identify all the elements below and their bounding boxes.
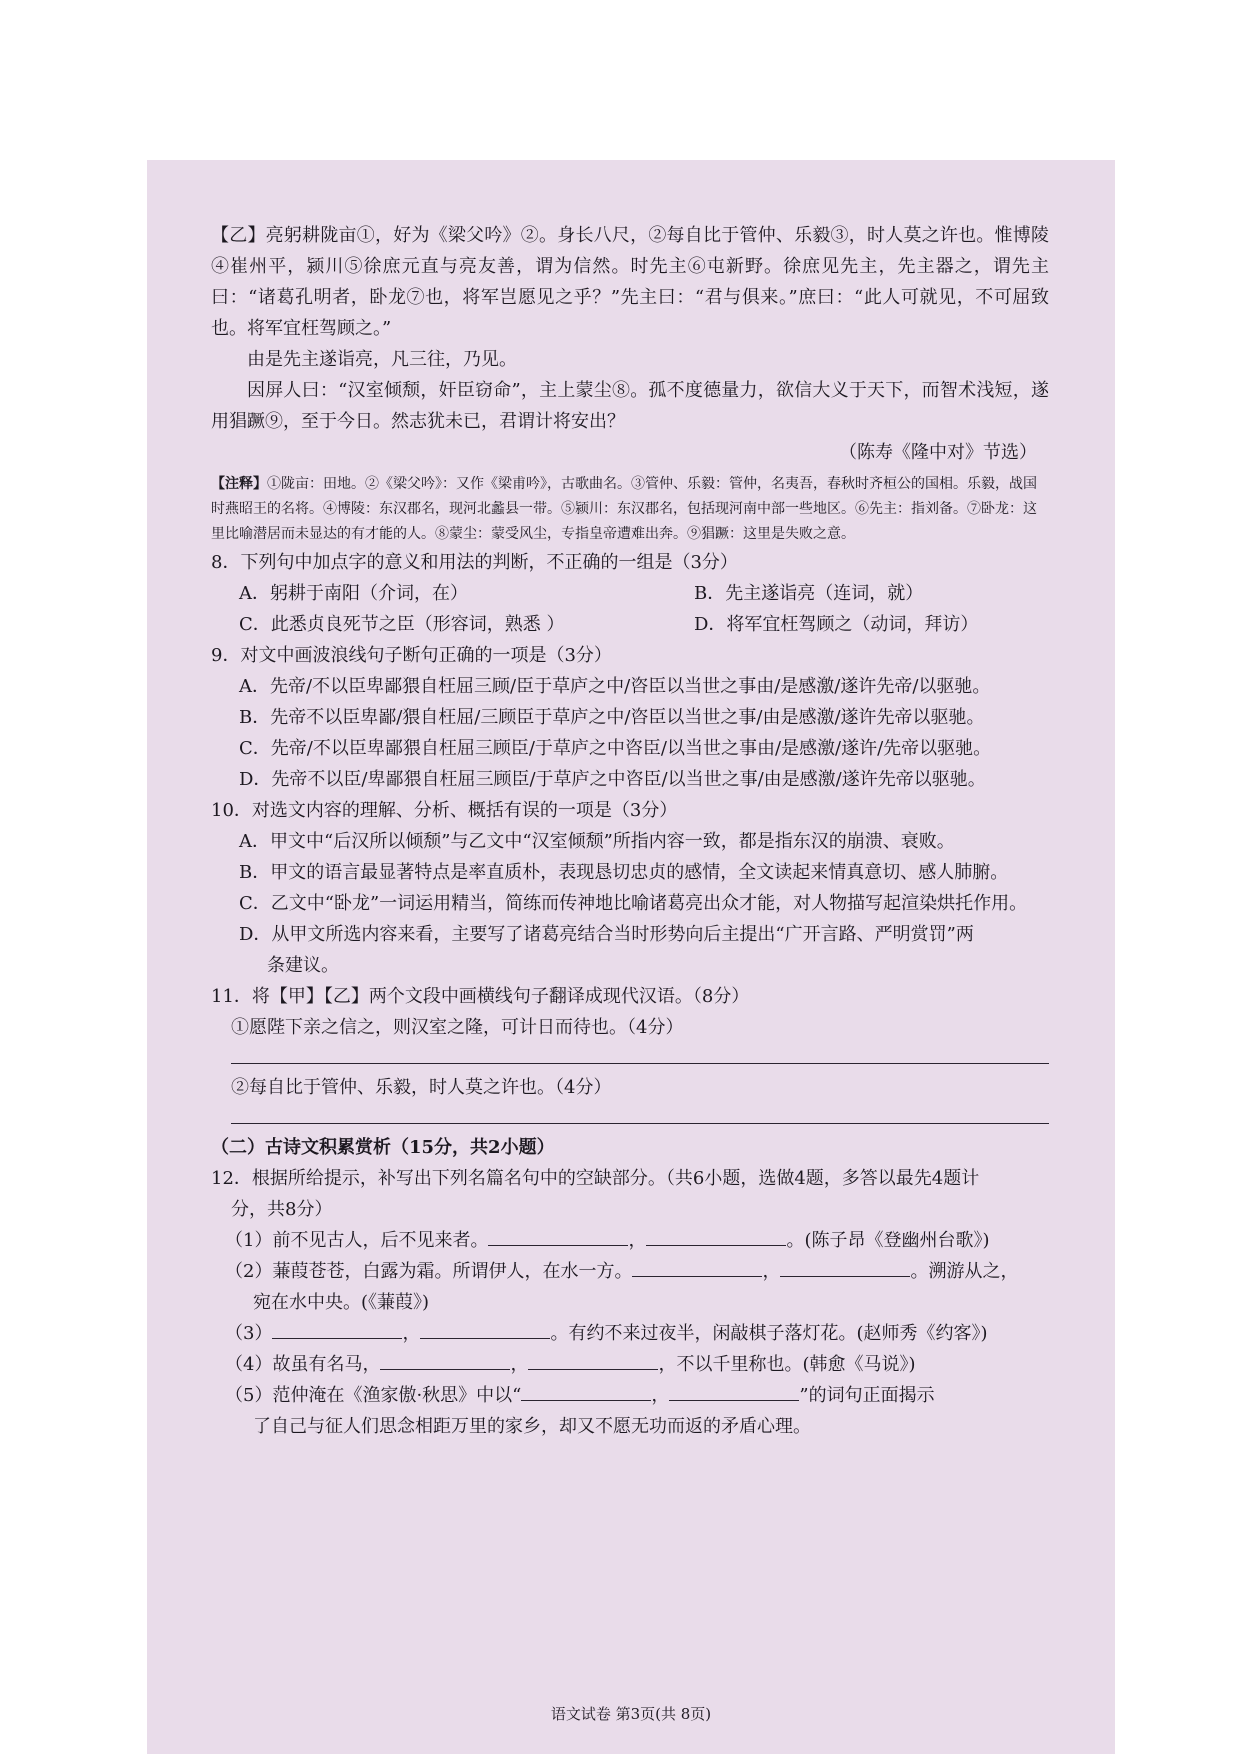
section-2-title: （二）古诗文积累赏析（15分，共2小题） [211, 1137, 555, 1158]
exam-page [147, 160, 1115, 1754]
item-4-suffix: ，不以千里称也。(韩愈《马说》) [658, 1354, 916, 1375]
blank-4b[interactable] [528, 1351, 658, 1370]
question-10-option-d: D．从甲文所选内容来看，主要写了诸葛亮结合当时形势向后主提出“广开言路、严明赏罚”两 [239, 924, 974, 945]
passage-source: （陈寿《隆中对》节选） [839, 442, 1037, 463]
item-3-suffix: 。有约不来过夜半，闲敲棋子落灯花。(赵师秀《约客》) [550, 1323, 988, 1344]
question-12-item-1 [211, 1225, 1049, 1256]
question-10-stem: 10．对选文内容的理解、分析、概括有误的一项是（3分） [211, 800, 678, 821]
blank-3a[interactable] [272, 1320, 402, 1339]
blank-2a[interactable] [632, 1258, 762, 1277]
question-12-item-2 [211, 1256, 1049, 1287]
item-1-prefix: （1）前不见古人，后不见来者。 [225, 1230, 489, 1251]
item-2-comma: ， [762, 1261, 781, 1282]
item-3-prefix: （3） [225, 1323, 273, 1344]
item-3-comma: ， [402, 1323, 421, 1344]
question-9-stem: 9．对文中画波浪线句子断句正确的一项是（3分） [211, 645, 612, 666]
page-content [211, 220, 1049, 1442]
item-2-prefix: （2）蒹葭苍苍，白露为霜。所谓伊人，在水一方。 [225, 1261, 633, 1282]
passage-yi-para-2: 由是先主遂诣亮，凡三往，乃见。 [247, 349, 517, 370]
question-8-options-row-2 [211, 609, 1049, 640]
notes-label: 【注释】 [211, 476, 267, 492]
blank-5a[interactable] [521, 1382, 651, 1401]
question-11-sentence-2: ②每自比于管仲、乐毅，时人莫之许也。（4分） [231, 1077, 612, 1098]
question-9-option-d: D．先帝不以臣/卑鄙猥自枉屈三顾臣/于草庐之中咨臣/以当世之事/由是感激/遂许先帝以驱驰。 [239, 769, 986, 790]
item-2-suffix: 。溯游从之， [910, 1261, 1019, 1282]
item-1-comma: ， [628, 1230, 647, 1251]
question-12-stem: 12．根据所给提示，补写出下列名篇名句中的空缺部分。（共6小题，选做4题，多答以最先4题计 [211, 1168, 980, 1189]
blank-1b[interactable] [646, 1227, 786, 1246]
question-10-option-d-cont: 条建议。 [267, 955, 339, 976]
passage-notes [211, 472, 1049, 547]
question-12-item-5 [211, 1380, 1049, 1411]
item-4-prefix: （4）故虽有名马， [225, 1354, 381, 1375]
notes-text: ①陇亩：田地。②《梁父吟》：又作《梁甫吟》，古歌曲名。③管仲、乐毅：管仲，名夷吾，春秋时齐桓公的国相。乐毅，战国时燕昭王的名将。④博陵：东汉郡名，现河北蠡县一带。⑤颍川：东汉郡名，包括现河南中部一些地区。⑥先主：指刘备。⑦卧龙：这里比喻潜居而未显达的有才能的人。⑧蒙尘：蒙受风尘，专指皇帝遭难出奔。⑨猖蹶：这里是失败之意。 [211, 476, 1037, 542]
question-8-option-a: A．躬耕于南阳（介词，在） [239, 583, 468, 604]
passage-yi-para-3: 因屏人曰：“汉室倾颓，奸臣窃命”，主上蒙尘⑧。孤不度德量力，欲信大义于天下，而智术浅短，遂用猖蹶⑨，至于今日。然志犹未已，君谓计将安出？ [211, 380, 1049, 432]
question-9-option-a: A．先帝/不以臣卑鄙猥自枉屈三顾/臣于草庐之中/咨臣以当世之事由/是感激/遂许先帝/以驱驰。 [239, 676, 991, 697]
blank-1a[interactable] [488, 1227, 628, 1246]
question-9-option-b: B．先帝不以臣卑鄙/猥自枉屈/三顾臣于草庐之中/咨臣以当世之事/由是感激/遂许先帝以驱驰。 [239, 707, 985, 728]
question-11-sentence-1: ①愿陛下亲之信之，则汉室之隆，可计日而待也。（4分） [231, 1017, 684, 1038]
question-12-item-2-cont: 宛在水中央。(《蒹葭》) [253, 1292, 430, 1313]
item-5-comma: ， [651, 1385, 670, 1406]
page-footer: 语文试卷 第3页(共 8页) [550, 1705, 712, 1723]
item-4-comma: ， [510, 1354, 529, 1375]
question-10-option-c: C．乙文中“卧龙”一词运用精当，简练而传神地比喻诸葛亮出众才能，对人物描写起渲染烘托作用。 [239, 893, 1028, 914]
question-8-option-b: B．先主遂诣亮（连词，就） [694, 583, 924, 604]
question-10-option-b: B．甲文的语言最显著特点是率直质朴，表现恳切忠贞的感情，全文读起来情真意切、感人肺腑。 [239, 862, 1009, 883]
item-1-suffix: 。(陈子昂《登幽州台歌》) [786, 1230, 990, 1251]
question-8-option-d: D．将军宜枉驾顾之（动词，拜访） [694, 614, 979, 635]
question-12-item-4 [211, 1349, 1049, 1380]
question-12-item-3 [211, 1318, 1049, 1349]
question-8-option-c: C．此悉贞良死节之臣（形容词，熟悉 ） [239, 614, 565, 635]
item-5-suffix: ”的词句正面揭示 [799, 1385, 935, 1406]
question-12-item-5-cont: 了自己与征人们思念相距万里的家乡，却又不愿无功而返的矛盾心理。 [253, 1416, 811, 1437]
blank-2b[interactable] [780, 1258, 910, 1277]
blank-4a[interactable] [380, 1351, 510, 1370]
question-11-stem: 11．将【甲】【乙】两个文段中画横线句子翻译成现代汉语。（8分） [211, 986, 750, 1007]
item-5-prefix: （5）范仲淹在《渔家傲·秋思》中以“ [225, 1385, 522, 1406]
question-8-options-row-1 [211, 578, 1049, 609]
blank-5b[interactable] [669, 1382, 799, 1401]
question-8-stem: 8．下列句中加点字的意义和用法的判断，不正确的一组是（3分） [211, 552, 738, 573]
question-12-stem-cont: 分，共8分） [231, 1199, 333, 1220]
passage-yi-para-1: 【乙】亮躬耕陇亩①，好为《梁父吟》②。身长八尺，②每自比于管仲、乐毅③，时人莫之许也。惟博陵④崔州平，颍川⑤徐庶元直与亮友善，谓为信然。时先主⑥屯新野。徐庶见先主，先主器之，谓先主曰：“诸葛孔明者，卧龙⑦也，将军岂愿见之乎？”先主曰：“君与俱来。”庶曰：“此人可就见，不可屈致也。将军宜枉驾顾之。” [211, 225, 1049, 339]
answer-line-1[interactable] [231, 1043, 1049, 1064]
blank-3b[interactable] [420, 1320, 550, 1339]
question-9-option-c: C．先帝/不以臣卑鄙猥自枉屈三顾臣/于草庐之中咨臣/以当世之事由/是感激/遂许/先帝以驱驰。 [239, 738, 992, 759]
answer-line-2[interactable] [231, 1103, 1049, 1124]
question-10-option-a: A．甲文中“后汉所以倾颓”与乙文中“汉室倾颓”所指内容一致，都是指东汉的崩溃、衰败。 [239, 831, 955, 852]
